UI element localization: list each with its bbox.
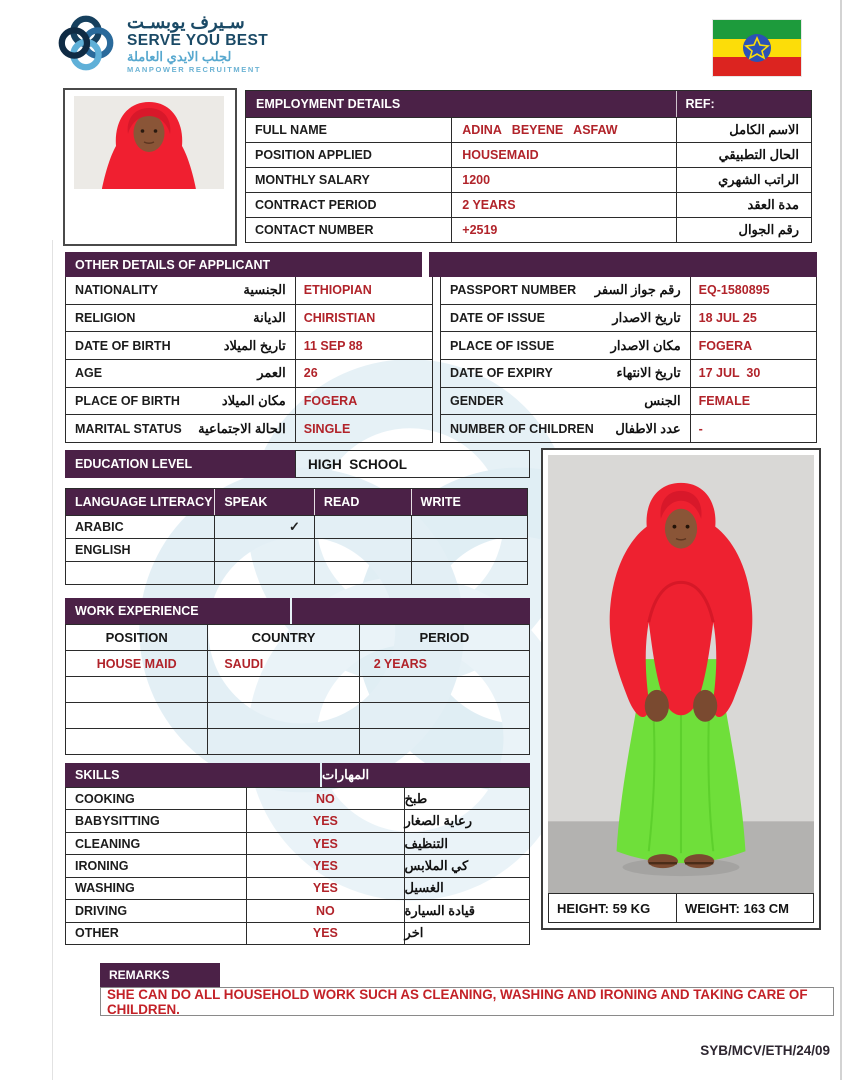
skill-label-arabic: رعاية الصغار bbox=[404, 810, 529, 831]
column-header: READ bbox=[314, 489, 411, 515]
skill-label: CLEANING bbox=[75, 836, 141, 851]
skill-value: YES bbox=[246, 855, 403, 876]
table-row bbox=[66, 728, 529, 754]
skill-label-arabic: طبخ bbox=[404, 788, 529, 809]
field-label: DATE OF EXPIRY bbox=[450, 366, 553, 381]
write-cell bbox=[411, 562, 527, 584]
skill-label: WASHING bbox=[75, 881, 135, 896]
field-label-arabic: الاسم الكامل bbox=[729, 122, 799, 137]
field-value: 11 SEP 88 bbox=[303, 338, 363, 353]
field-value: 1200 bbox=[462, 173, 491, 187]
country-cell bbox=[207, 729, 358, 754]
field-label: POSITION APPLIED bbox=[255, 148, 372, 162]
table-row bbox=[66, 561, 527, 584]
field-value: 17 JUL 30 bbox=[698, 366, 761, 381]
table-row bbox=[441, 387, 816, 415]
height-value: HEIGHT: 59 KG bbox=[549, 894, 677, 922]
table-row bbox=[66, 414, 432, 442]
skill-label: IRONING bbox=[75, 858, 129, 873]
field-label-arabic: مكان الاصدار bbox=[610, 337, 681, 353]
field-label: MARITAL STATUS bbox=[75, 421, 182, 436]
table-row bbox=[66, 304, 432, 332]
position-cell bbox=[66, 729, 207, 754]
column-header: COUNTRY bbox=[207, 625, 358, 650]
skill-value: YES bbox=[246, 878, 403, 899]
fullbody-photo-image bbox=[548, 455, 814, 893]
field-label: MONTHLY SALARY bbox=[255, 173, 370, 187]
table-row bbox=[66, 702, 529, 728]
position-cell bbox=[66, 703, 207, 728]
education-level-value: HIGH SCHOOL bbox=[295, 450, 530, 478]
field-value: FOGERA bbox=[698, 338, 753, 353]
field-value: ETHIOPIAN bbox=[303, 283, 372, 298]
field-value: ADINA BEYENE ASFAW bbox=[462, 123, 618, 137]
field-label: PLACE OF ISSUE bbox=[450, 338, 555, 353]
period-cell bbox=[359, 729, 529, 754]
field-value: 18 JUL 25 bbox=[698, 311, 757, 325]
skill-value: YES bbox=[246, 923, 403, 944]
other-details-header: OTHER DETAILS OF APPLICANT bbox=[65, 252, 422, 277]
language-name: ENGLISH bbox=[75, 543, 131, 557]
check-icon: ✓ bbox=[214, 516, 314, 538]
table-row bbox=[441, 331, 816, 359]
field-label: FULL NAME bbox=[255, 123, 327, 137]
position-cell bbox=[66, 677, 207, 702]
table-row bbox=[66, 854, 529, 876]
field-label: DATE OF BIRTH bbox=[75, 338, 171, 353]
table-row bbox=[441, 359, 816, 387]
remarks-text: SHE CAN DO ALL HOUSEHOLD WORK SUCH AS CLEANING, WASHING AND IRONING AND TAKING CARE OF CHILDREN. bbox=[100, 987, 834, 1016]
table-row bbox=[441, 304, 816, 332]
field-label-arabic: تاريخ الاصدار bbox=[612, 310, 681, 325]
table-row bbox=[246, 117, 811, 142]
language-name: ARABIC bbox=[75, 520, 124, 534]
scan-edge bbox=[52, 240, 53, 1080]
portrait-photo-image bbox=[74, 96, 224, 189]
other-details-left-table bbox=[65, 277, 433, 443]
write-cell bbox=[411, 516, 527, 538]
logo-english-title: SERVE YOU BEST bbox=[127, 32, 269, 50]
table-row bbox=[246, 142, 811, 167]
table-row bbox=[66, 387, 432, 415]
field-value: SINGLE bbox=[303, 421, 351, 436]
field-value: 2 YEARS bbox=[462, 198, 516, 212]
education-level-header: EDUCATION LEVEL bbox=[65, 450, 295, 478]
country-cell bbox=[207, 677, 358, 702]
period-cell bbox=[359, 703, 529, 728]
field-label-arabic: الراتب الشهري bbox=[718, 172, 799, 187]
skills-header-arabic: المهارات bbox=[322, 763, 530, 787]
field-label: PLACE OF BIRTH bbox=[75, 394, 180, 409]
weight-value: WEIGHT: 163 CM bbox=[685, 900, 790, 916]
applicant-photo-portrait bbox=[63, 88, 237, 246]
language-literacy-table bbox=[65, 488, 528, 585]
ref-header: REF: bbox=[676, 91, 811, 117]
column-header: POSITION bbox=[105, 630, 168, 645]
read-cell bbox=[314, 562, 411, 584]
table-row bbox=[66, 899, 529, 921]
column-header: WRITE bbox=[411, 489, 528, 515]
document-reference-code: SYB/MCV/ETH/24/09 bbox=[700, 1043, 830, 1058]
country-cell: SAUDI bbox=[207, 651, 358, 676]
table-row bbox=[66, 538, 527, 561]
field-label: RELIGION bbox=[75, 311, 136, 325]
field-label-arabic: مكان الميلاد bbox=[221, 393, 286, 409]
field-value: HOUSEMAID bbox=[462, 148, 539, 162]
skill-value: YES bbox=[246, 833, 403, 854]
field-label-arabic: رقم جواز السفر bbox=[594, 282, 681, 298]
field-value: +2519 bbox=[462, 223, 498, 237]
scan-edge bbox=[840, 0, 842, 1080]
table-row bbox=[441, 277, 816, 304]
position-cell: HOUSE MAID bbox=[96, 656, 177, 671]
table-row bbox=[66, 331, 432, 359]
column-header: PERIOD bbox=[359, 625, 529, 650]
field-label-arabic: عدد الاطفال bbox=[615, 420, 681, 436]
work-experience-header-right bbox=[292, 598, 530, 624]
other-details-right-table bbox=[440, 277, 817, 443]
field-label: PASSPORT NUMBER bbox=[450, 283, 577, 298]
skills-table bbox=[65, 787, 530, 945]
field-label: AGE bbox=[75, 366, 103, 381]
table-row bbox=[66, 877, 529, 899]
skill-label-arabic: الغسيل bbox=[404, 878, 529, 899]
logo-arabic-title: سـيرف يوبسـت bbox=[127, 12, 245, 32]
skill-value: NO bbox=[246, 788, 403, 809]
field-label-arabic: مدة العقد bbox=[747, 197, 799, 212]
country-cell bbox=[207, 703, 358, 728]
skill-label-arabic: كي الملابس bbox=[404, 855, 529, 876]
skill-value: YES bbox=[246, 810, 403, 831]
logo-rings-icon bbox=[55, 12, 117, 74]
table-row bbox=[66, 676, 529, 702]
field-label-arabic: الحالة الاجتماعية bbox=[198, 420, 286, 436]
field-label: NATIONALITY bbox=[75, 283, 159, 298]
skill-label: OTHER bbox=[75, 926, 119, 941]
table-row bbox=[246, 192, 811, 217]
logo-arabic-subtitle: لجلب الايدي العاملة bbox=[127, 48, 232, 64]
field-label-arabic: تاريخ الميلاد bbox=[223, 337, 286, 353]
field-label: DATE OF ISSUE bbox=[450, 311, 545, 325]
field-label: GENDER bbox=[450, 394, 504, 409]
field-value: FEMALE bbox=[698, 394, 751, 409]
read-cell bbox=[314, 516, 411, 538]
field-value: FOGERA bbox=[303, 394, 358, 409]
table-row bbox=[246, 217, 811, 242]
work-experience-header: WORK EXPERIENCE bbox=[65, 598, 290, 624]
language-name bbox=[66, 562, 214, 584]
field-label-arabic: الديانة bbox=[253, 310, 286, 325]
employment-details-header: EMPLOYMENT DETAILS bbox=[246, 91, 676, 117]
field-label-arabic: رقم الجوال bbox=[738, 222, 799, 237]
applicant-photo-fullbody bbox=[541, 448, 821, 930]
skill-label-arabic: اخر bbox=[404, 923, 529, 944]
table-row bbox=[441, 414, 816, 442]
skill-label: BABYSITTING bbox=[75, 814, 160, 829]
speak-cell bbox=[214, 562, 314, 584]
skill-label: COOKING bbox=[75, 791, 135, 806]
work-experience-table bbox=[65, 624, 530, 755]
field-label-arabic: الحال التطبيقي bbox=[718, 147, 799, 162]
column-header: LANGUAGE LITERACY bbox=[75, 495, 213, 509]
height-weight-row bbox=[548, 893, 814, 923]
table-row bbox=[66, 359, 432, 387]
field-value: - bbox=[698, 421, 703, 436]
skill-label-arabic: قيادة السيارة bbox=[404, 900, 529, 921]
skill-value: NO bbox=[246, 900, 403, 921]
period-cell bbox=[359, 677, 529, 702]
field-label-arabic: الجنسية bbox=[243, 282, 286, 298]
field-value: EQ-1580895 bbox=[698, 283, 770, 298]
remarks-header: REMARKS bbox=[100, 963, 220, 987]
field-label: CONTRACT PERIOD bbox=[255, 198, 377, 212]
field-value: CHIRISTIAN bbox=[303, 311, 376, 325]
column-header: SPEAK bbox=[214, 489, 314, 515]
field-label: CONTACT NUMBER bbox=[255, 223, 374, 237]
speak-cell bbox=[214, 539, 314, 561]
period-cell: 2 YEARS bbox=[359, 651, 529, 676]
field-label-arabic: الجنس bbox=[644, 393, 681, 409]
write-cell bbox=[411, 539, 527, 561]
ethiopia-flag-icon bbox=[713, 20, 801, 76]
field-label: NUMBER OF CHILDREN bbox=[450, 421, 594, 436]
table-row bbox=[66, 788, 529, 809]
agency-logo bbox=[55, 12, 268, 74]
skill-label: DRIVING bbox=[75, 903, 128, 918]
field-value: 26 bbox=[303, 366, 318, 381]
skills-header: SKILLS bbox=[65, 763, 320, 787]
table-row bbox=[66, 515, 527, 538]
read-cell bbox=[314, 539, 411, 561]
table-row bbox=[246, 167, 811, 192]
employment-details-table bbox=[245, 90, 812, 243]
field-label-arabic: تاريخ الانتهاء bbox=[616, 365, 681, 381]
logo-english-subtitle: MANPOWER RECRUITMENT bbox=[127, 65, 262, 75]
table-row bbox=[66, 922, 529, 944]
skill-label-arabic: التنظيف bbox=[404, 833, 529, 854]
other-details-header-right bbox=[429, 252, 817, 277]
table-row bbox=[66, 277, 432, 304]
table-row bbox=[66, 809, 529, 831]
field-label-arabic: العمر bbox=[257, 365, 286, 381]
table-row bbox=[66, 832, 529, 854]
table-row bbox=[66, 651, 529, 676]
